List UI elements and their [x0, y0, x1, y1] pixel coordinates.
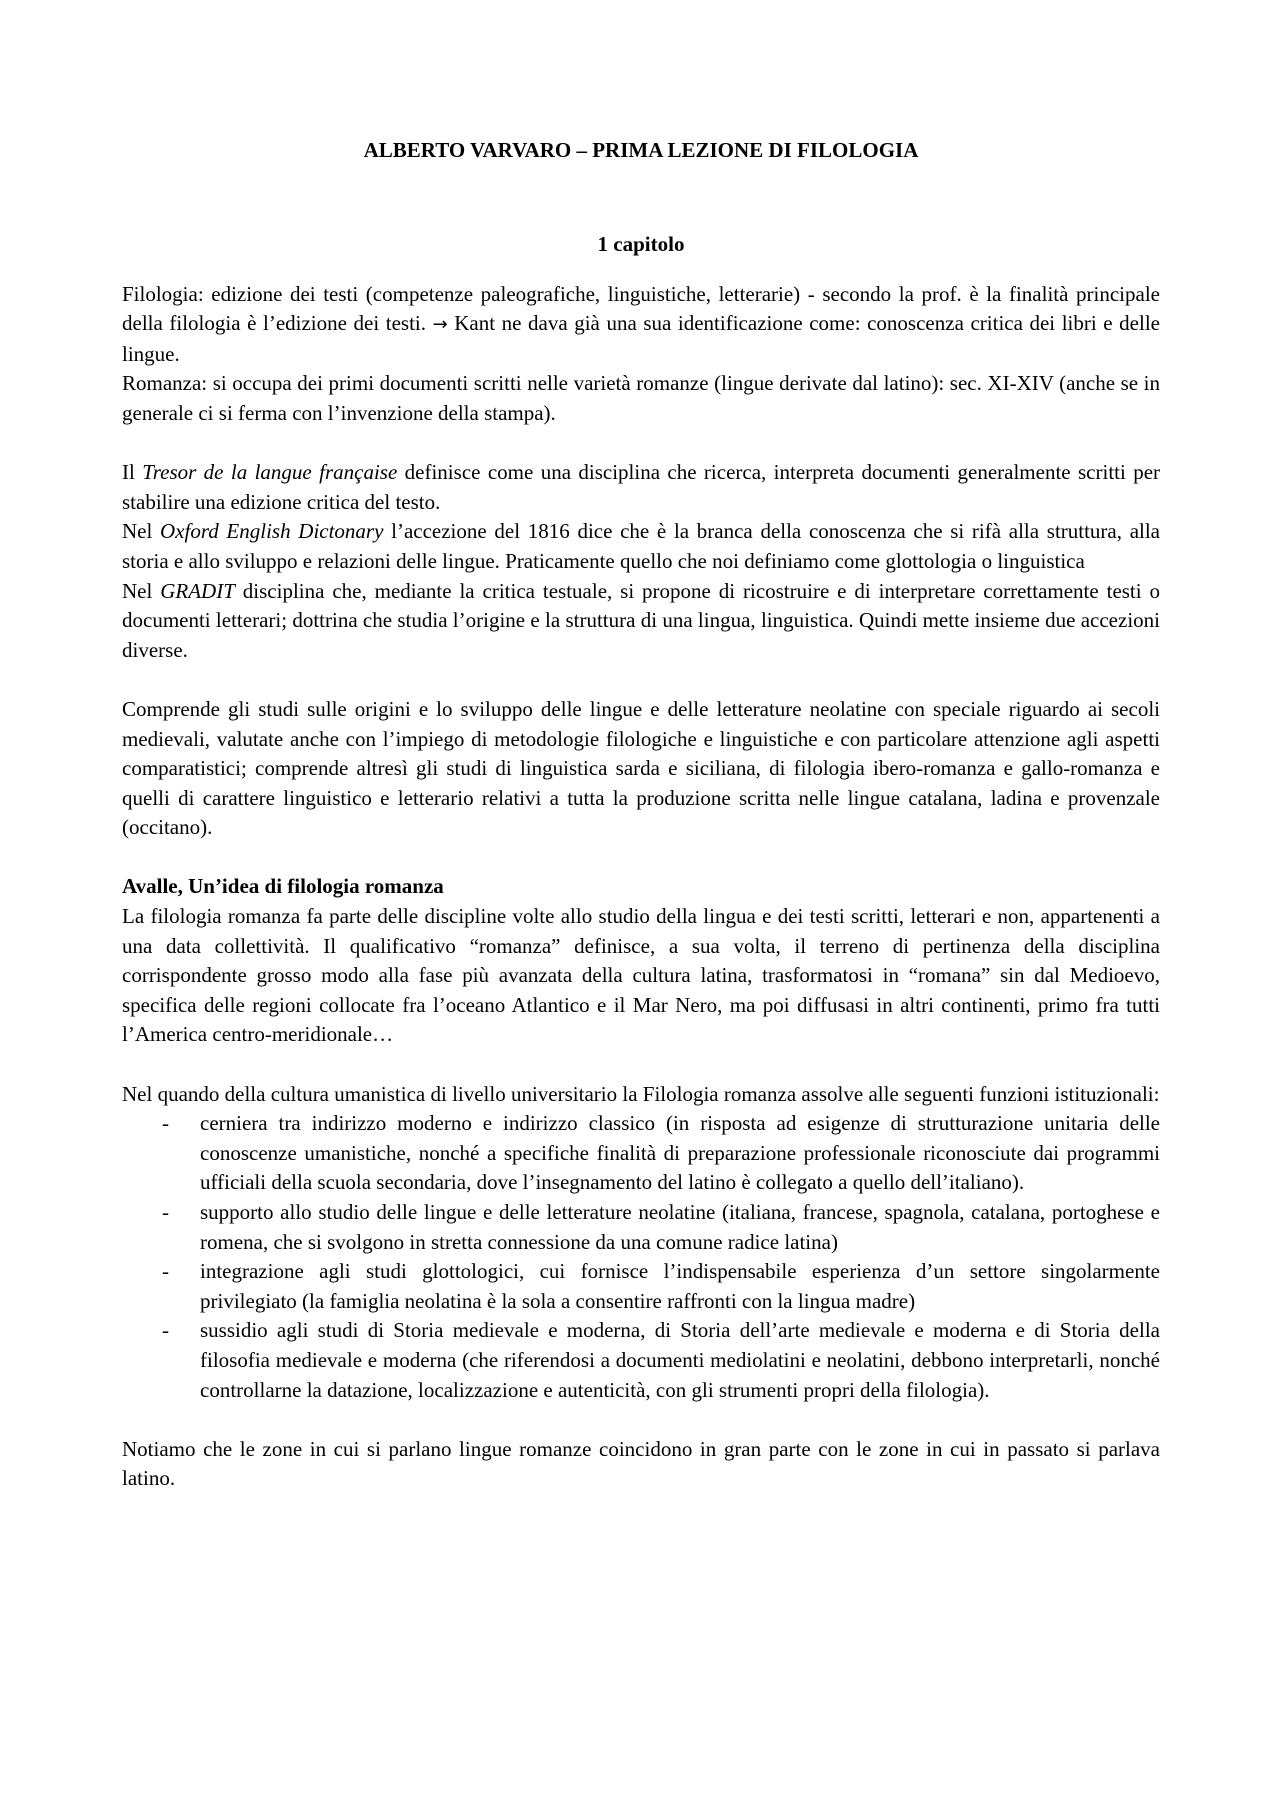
spacer — [122, 429, 1160, 459]
spacer — [122, 1405, 1160, 1435]
list-dash-marker: - — [162, 1200, 169, 1224]
section-heading-avalle: Avalle, Un’idea di filologia romanza — [122, 874, 444, 899]
spacer — [122, 843, 1160, 873]
paragraph-oxford-pre: Nel — [122, 519, 161, 544]
paragraph-tresor-post: definisce come una disciplina che ricerca, interpreta documenti generalmente scritti per stabilire una edizione critica del testo. — [122, 460, 1161, 514]
list-item-text: supporto allo studio delle lingue e delle letterature neolatine (italiana, francese, spagnola, catalana, portoghese e romena, che si svolgono in stretta connessione da una comune radice latina) — [200, 1200, 1160, 1254]
paragraph-oxford-post: l’accezione del 1816 dice che è la branca della conoscenza che si rifà alla struttura, alla storia e allo sviluppo e relazioni delle lingue. Praticamente quello che noi definiamo come glottologia o linguistica — [122, 519, 1160, 573]
paragraph-filologia — [122, 280, 1160, 370]
list-item-text: integrazione agli studi glottologici, cui fornisce l’indispensabile esperienza d’un settore singolarmente privilegiato (la famiglia neolatina è la sola a consentire raffronti con la lingua madre) — [200, 1259, 1160, 1313]
list-item-text: cerniera tra indirizzo moderno e indirizzo classico (in risposta ad esigenze di strutturazione unitaria delle conoscenze umanistiche, nonché a specifiche finalità di preparazione professionale riconosciute dai programmi ufficiali della scuola secondaria, dove l’insegnamento del latino è collegato a quello dell’italiano). — [200, 1111, 1160, 1195]
chapter-heading: 1 capitolo — [597, 232, 685, 256]
list-dash-marker: - — [162, 1259, 169, 1284]
paragraph-gradit-post: disciplina che, mediante la critica testuale, si propone di ricostruire e di interpretare correttamente testi o documenti letterari; dottrina che studia l’origine e la struttura di una lingua, linguistica. Quindi mette insieme due accezioni diverse. — [122, 578, 1160, 662]
paragraph-filologia-part-a: Filologia: edizione dei testi (competenze paleografiche, linguistiche, letterarie) - secondo la prof. è la finalità principale della filologia è l’edizione dei testi. — [122, 281, 1160, 336]
paragraph-romanza: Romanza: si occupa dei primi documenti scritti nelle varietà romanze (lingue derivate dal latino): sec. XI-XIV (anche se in generale ci si ferma con l’invenzione della stampa). — [122, 371, 1160, 425]
paragraph-tresor-pre: Il — [122, 460, 143, 485]
paragraph-oxford — [122, 517, 1160, 576]
list-item-text: sussidio agli studi di Storia medievale e moderna, di Storia dell’arte medievale e moderna e di Storia della filosofia medievale e moderna (che riferendosi a documenti mediolatini e neolatini, debbono interpretarli, nonché controllarne la datazione, localizzazione e autenticità, con gli strumenti propri della filologia). — [200, 1318, 1160, 1402]
paragraph-gradit-pre: Nel — [122, 578, 161, 603]
paragraph-comprende: Comprende gli studi sulle origini e lo sviluppo delle lingue e delle letterature neolatine con speciale riguardo ai secoli medievali, valutate anche con l’impiego di metodologie filologiche e linguistiche e con particolare attenzione agli aspetti comparatistici; comprende altresì gli studi di linguistica sarda e siciliana, di filologia ibero-romanza e gallo-romanza e quelli di carattere linguistico e letterario relativi a tutta la produzione scritta nelle lingue catalana, ladina e provenzale (occitano). — [122, 696, 1160, 840]
spacer — [122, 1050, 1160, 1080]
list-item — [122, 1109, 1160, 1198]
list-item — [122, 1198, 1160, 1257]
spacer — [122, 665, 1160, 695]
spacer — [122, 260, 1160, 280]
source-title-gradit: GRADIT — [160, 578, 235, 603]
paragraph-gradit — [122, 577, 1160, 666]
document-title: ALBERTO VARVARO – PRIMA LEZIONE DI FILOLOGIA — [363, 138, 919, 162]
list-dash-marker: - — [162, 1111, 169, 1136]
paragraph-avalle: La filologia romanza fa parte delle discipline volte allo studio della lingua e dei testi scritti, letterari e non, appartenenti a una data collettività. Il qualificativo “romanza” definisce, a sua volta, il terreno di pertinenza della disciplina corrispondente grosso modo alla fase più avanzata della cultura latina, trasformatosi in “romana” sin dal Medioevo, specifica delle regioni collocate fra l’oceano Atlantico e il Mar Nero, ma poi diffusasi in altri continenti, primo fra tutti l’America centro-meridionale… — [122, 904, 1160, 1047]
source-title-oxford: Oxford English Dictonary — [160, 519, 384, 544]
list-item — [122, 1257, 1160, 1316]
paragraph-filologia-part-b: Kant ne dava già una sua identificazione come: conoscenza critica dei libri e delle lingue. — [122, 311, 1160, 366]
document-body — [122, 136, 1160, 1494]
paragraph-tresor — [122, 458, 1160, 517]
paragraph-notiamo: Notiamo che le zone in cui si parlano lingue romanze coincidono in gran parte con le zone in cui in passato si parlava latino. — [122, 1436, 1160, 1491]
functions-list — [122, 1109, 1160, 1405]
list-dash-marker: - — [162, 1318, 169, 1343]
source-title-tresor: Tresor de la langue française — [142, 460, 398, 485]
list-item — [122, 1316, 1160, 1405]
paragraph-funzioni: Nel quando della cultura umanistica di livello universitario la Filologia romanza assolve alle seguenti funzioni istituzionali: — [122, 1081, 1160, 1106]
arrow-right-icon: → — [432, 314, 448, 336]
